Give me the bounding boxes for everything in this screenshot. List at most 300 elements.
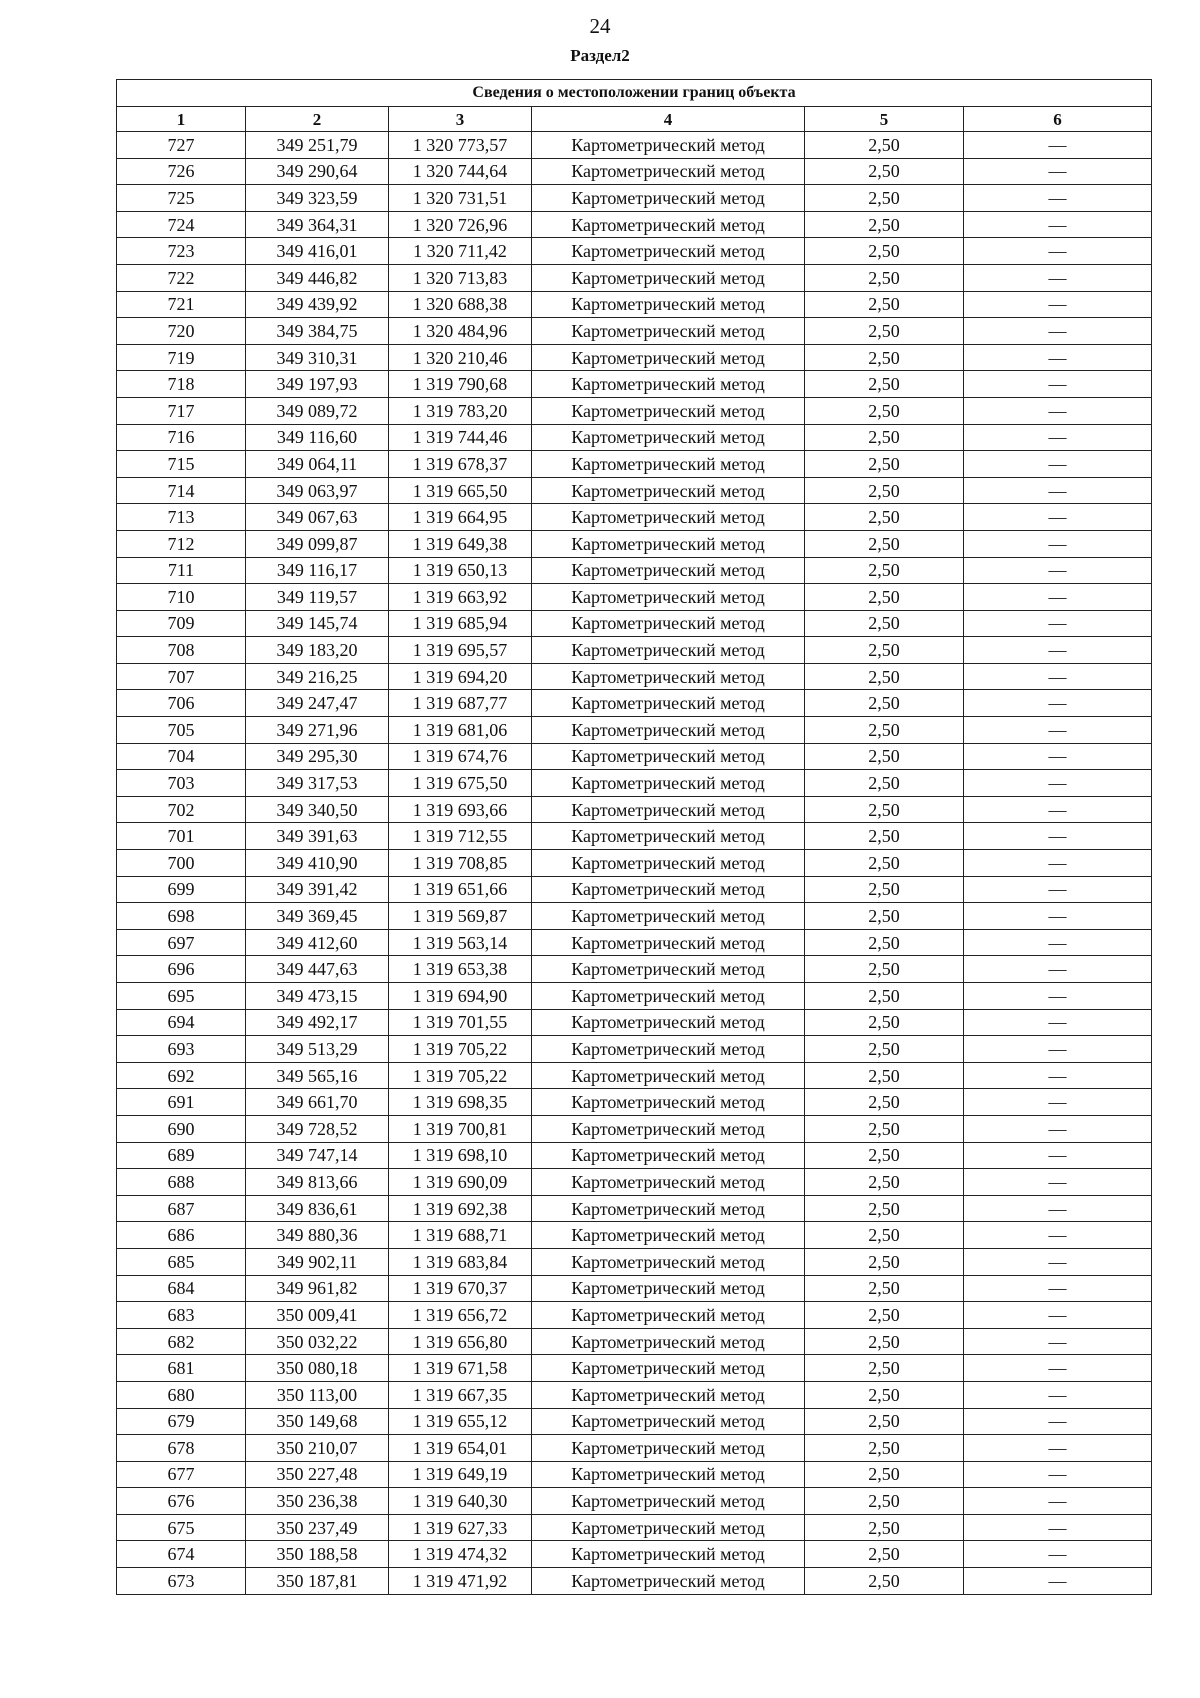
x-coordinate-cell: 349 251,79 [246,132,389,159]
table-row [117,743,1152,770]
point-number-cell: 675 [117,1514,246,1541]
x-coordinate-cell: 350 236,38 [246,1488,389,1515]
accuracy-cell: 2,50 [805,318,964,345]
accuracy-cell: 2,50 [805,1036,964,1063]
accuracy-cell: 2,50 [805,1275,964,1302]
table-row [117,1115,1152,1142]
method-cell: Картометрический метод [532,371,805,398]
table-row [117,637,1152,664]
accuracy-cell: 2,50 [805,344,964,371]
description-cell: — [964,1355,1152,1382]
x-coordinate-cell: 349 064,11 [246,451,389,478]
method-cell: Картометрический метод [532,238,805,265]
description-cell: — [964,424,1152,451]
method-cell: Картометрический метод [532,1195,805,1222]
accuracy-cell: 2,50 [805,211,964,238]
table-row [117,1541,1152,1568]
column-number: 3 [389,107,532,132]
method-cell: Картометрический метод [532,983,805,1010]
description-cell: — [964,397,1152,424]
accuracy-cell: 2,50 [805,956,964,983]
boundary-coordinates-table [116,79,1152,1595]
method-cell: Картометрический метод [532,158,805,185]
table-row [117,371,1152,398]
x-coordinate-cell: 350 188,58 [246,1541,389,1568]
point-number-cell: 708 [117,637,246,664]
method-cell: Картометрический метод [532,344,805,371]
x-coordinate-cell: 349 067,63 [246,504,389,531]
method-cell: Картометрический метод [532,291,805,318]
point-number-cell: 701 [117,823,246,850]
point-number-cell: 681 [117,1355,246,1382]
y-coordinate-cell: 1 320 713,83 [389,264,532,291]
description-cell: — [964,530,1152,557]
method-cell: Картометрический метод [532,1355,805,1382]
description-cell: — [964,584,1152,611]
x-coordinate-cell: 349 116,17 [246,557,389,584]
description-cell: — [964,1435,1152,1462]
table-row [117,1355,1152,1382]
page-number: 24 [589,14,611,38]
table-row [117,610,1152,637]
x-coordinate-cell: 349 310,31 [246,344,389,371]
table-row [117,717,1152,744]
description-cell: — [964,1222,1152,1249]
point-number-cell: 724 [117,211,246,238]
point-number-cell: 679 [117,1408,246,1435]
point-number-cell: 684 [117,1275,246,1302]
description-cell: — [964,371,1152,398]
accuracy-cell: 2,50 [805,663,964,690]
method-cell: Картометрический метод [532,424,805,451]
table-row [117,504,1152,531]
method-cell: Картометрический метод [532,1062,805,1089]
description-cell: — [964,344,1152,371]
accuracy-cell: 2,50 [805,158,964,185]
y-coordinate-cell: 1 319 705,22 [389,1036,532,1063]
accuracy-cell: 2,50 [805,371,964,398]
y-coordinate-cell: 1 319 678,37 [389,451,532,478]
table-row [117,663,1152,690]
point-number-cell: 693 [117,1036,246,1063]
description-cell: — [964,1461,1152,1488]
x-coordinate-cell: 349 391,42 [246,876,389,903]
description-cell: — [964,1089,1152,1116]
point-number-cell: 725 [117,185,246,212]
method-cell: Картометрический метод [532,397,805,424]
method-cell: Картометрический метод [532,1541,805,1568]
y-coordinate-cell: 1 319 683,84 [389,1248,532,1275]
y-coordinate-cell: 1 319 663,92 [389,584,532,611]
point-number-cell: 702 [117,796,246,823]
description-cell: — [964,1115,1152,1142]
y-coordinate-cell: 1 319 685,94 [389,610,532,637]
description-cell: — [964,1328,1152,1355]
y-coordinate-cell: 1 319 693,66 [389,796,532,823]
point-number-cell: 715 [117,451,246,478]
accuracy-cell: 2,50 [805,1222,964,1249]
method-cell: Картометрический метод [532,318,805,345]
point-number-cell: 713 [117,504,246,531]
x-coordinate-cell: 350 227,48 [246,1461,389,1488]
accuracy-cell: 2,50 [805,557,964,584]
accuracy-cell: 2,50 [805,717,964,744]
y-coordinate-cell: 1 319 569,87 [389,903,532,930]
method-cell: Картометрический метод [532,1568,805,1595]
method-cell: Картометрический метод [532,584,805,611]
y-coordinate-cell: 1 319 708,85 [389,850,532,877]
x-coordinate-cell: 349 439,92 [246,291,389,318]
accuracy-cell: 2,50 [805,690,964,717]
y-coordinate-cell: 1 319 744,46 [389,424,532,451]
point-number-cell: 727 [117,132,246,159]
method-cell: Картометрический метод [532,1302,805,1329]
accuracy-cell: 2,50 [805,424,964,451]
description-cell: — [964,1408,1152,1435]
y-coordinate-cell: 1 319 667,35 [389,1381,532,1408]
method-cell: Картометрический метод [532,1461,805,1488]
y-coordinate-cell: 1 319 563,14 [389,929,532,956]
accuracy-cell: 2,50 [805,983,964,1010]
point-number-cell: 722 [117,264,246,291]
description-cell: — [964,983,1152,1010]
y-coordinate-cell: 1 319 471,92 [389,1568,532,1595]
x-coordinate-cell: 349 513,29 [246,1036,389,1063]
description-cell: — [964,1381,1152,1408]
y-coordinate-cell: 1 319 670,37 [389,1275,532,1302]
table-row [117,1169,1152,1196]
method-cell: Картометрический метод [532,823,805,850]
table-row [117,690,1152,717]
table-row [117,1488,1152,1515]
accuracy-cell: 2,50 [805,770,964,797]
method-cell: Картометрический метод [532,1435,805,1462]
accuracy-cell: 2,50 [805,264,964,291]
table-row [117,1514,1152,1541]
x-coordinate-cell: 349 295,30 [246,743,389,770]
y-coordinate-cell: 1 320 726,96 [389,211,532,238]
accuracy-cell: 2,50 [805,1488,964,1515]
x-coordinate-cell: 349 880,36 [246,1222,389,1249]
x-coordinate-cell: 350 032,22 [246,1328,389,1355]
point-number-cell: 696 [117,956,246,983]
description-cell: — [964,1302,1152,1329]
table-row [117,876,1152,903]
x-coordinate-cell: 349 813,66 [246,1169,389,1196]
x-coordinate-cell: 349 565,16 [246,1062,389,1089]
description-cell: — [964,132,1152,159]
table-row [117,1302,1152,1329]
table-row [117,770,1152,797]
x-coordinate-cell: 349 412,60 [246,929,389,956]
y-coordinate-cell: 1 319 664,95 [389,504,532,531]
accuracy-cell: 2,50 [805,1435,964,1462]
x-coordinate-cell: 349 271,96 [246,717,389,744]
x-coordinate-cell: 349 447,63 [246,956,389,983]
point-number-cell: 691 [117,1089,246,1116]
accuracy-cell: 2,50 [805,823,964,850]
table-row [117,1275,1152,1302]
accuracy-cell: 2,50 [805,477,964,504]
method-cell: Картометрический метод [532,530,805,557]
table-row [117,1062,1152,1089]
point-number-cell: 682 [117,1328,246,1355]
accuracy-cell: 2,50 [805,903,964,930]
x-coordinate-cell: 349 446,82 [246,264,389,291]
point-number-cell: 685 [117,1248,246,1275]
accuracy-cell: 2,50 [805,1514,964,1541]
description-cell: — [964,1142,1152,1169]
point-number-cell: 673 [117,1568,246,1595]
accuracy-cell: 2,50 [805,1062,964,1089]
y-coordinate-cell: 1 319 712,55 [389,823,532,850]
table-row [117,477,1152,504]
point-number-cell: 692 [117,1062,246,1089]
x-coordinate-cell: 349 063,97 [246,477,389,504]
description-cell: — [964,1275,1152,1302]
description-cell: — [964,1568,1152,1595]
accuracy-cell: 2,50 [805,1009,964,1036]
accuracy-cell: 2,50 [805,929,964,956]
point-number-cell: 723 [117,238,246,265]
method-cell: Картометрический метод [532,690,805,717]
table-row [117,1089,1152,1116]
y-coordinate-cell: 1 319 705,22 [389,1062,532,1089]
point-number-cell: 674 [117,1541,246,1568]
x-coordinate-cell: 350 149,68 [246,1408,389,1435]
description-cell: — [964,1248,1152,1275]
accuracy-cell: 2,50 [805,530,964,557]
accuracy-cell: 2,50 [805,132,964,159]
table-row [117,850,1152,877]
x-coordinate-cell: 349 364,31 [246,211,389,238]
x-coordinate-cell: 349 391,63 [246,823,389,850]
table-row [117,344,1152,371]
method-cell: Картометрический метод [532,1142,805,1169]
column-number: 1 [117,107,246,132]
column-number-row [117,107,1152,132]
x-coordinate-cell: 349 902,11 [246,1248,389,1275]
method-cell: Картометрический метод [532,1115,805,1142]
table-row [117,823,1152,850]
y-coordinate-cell: 1 320 210,46 [389,344,532,371]
method-cell: Картометрический метод [532,451,805,478]
point-number-cell: 703 [117,770,246,797]
accuracy-cell: 2,50 [805,1169,964,1196]
y-coordinate-cell: 1 319 665,50 [389,477,532,504]
y-coordinate-cell: 1 319 674,76 [389,743,532,770]
y-coordinate-cell: 1 320 744,64 [389,158,532,185]
table-row [117,211,1152,238]
y-coordinate-cell: 1 319 687,77 [389,690,532,717]
point-number-cell: 714 [117,477,246,504]
table-row [117,158,1152,185]
accuracy-cell: 2,50 [805,796,964,823]
accuracy-cell: 2,50 [805,637,964,664]
description-cell: — [964,850,1152,877]
table-row [117,1195,1152,1222]
description-cell: — [964,903,1152,930]
point-number-cell: 704 [117,743,246,770]
point-number-cell: 726 [117,158,246,185]
point-number-cell: 683 [117,1302,246,1329]
method-cell: Картометрический метод [532,903,805,930]
description-cell: — [964,823,1152,850]
description-cell: — [964,504,1152,531]
description-cell: — [964,1195,1152,1222]
y-coordinate-cell: 1 319 649,38 [389,530,532,557]
x-coordinate-cell: 349 384,75 [246,318,389,345]
point-number-cell: 711 [117,557,246,584]
accuracy-cell: 2,50 [805,876,964,903]
y-coordinate-cell: 1 319 700,81 [389,1115,532,1142]
description-cell: — [964,557,1152,584]
y-coordinate-cell: 1 319 656,72 [389,1302,532,1329]
y-coordinate-cell: 1 320 711,42 [389,238,532,265]
table-row [117,903,1152,930]
point-number-cell: 717 [117,397,246,424]
method-cell: Картометрический метод [532,663,805,690]
y-coordinate-cell: 1 320 731,51 [389,185,532,212]
x-coordinate-cell: 349 290,64 [246,158,389,185]
method-cell: Картометрический метод [532,610,805,637]
table-row [117,291,1152,318]
x-coordinate-cell: 349 340,50 [246,796,389,823]
y-coordinate-cell: 1 319 783,20 [389,397,532,424]
description-cell: — [964,929,1152,956]
y-coordinate-cell: 1 319 649,19 [389,1461,532,1488]
description-cell: — [964,264,1152,291]
y-coordinate-cell: 1 319 701,55 [389,1009,532,1036]
table-row [117,1222,1152,1249]
x-coordinate-cell: 349 747,14 [246,1142,389,1169]
x-coordinate-cell: 350 009,41 [246,1302,389,1329]
point-number-cell: 720 [117,318,246,345]
accuracy-cell: 2,50 [805,291,964,318]
description-cell: — [964,1488,1152,1515]
table-row [117,796,1152,823]
description-cell: — [964,1062,1152,1089]
x-coordinate-cell: 349 416,01 [246,238,389,265]
method-cell: Картометрический метод [532,637,805,664]
point-number-cell: 697 [117,929,246,956]
accuracy-cell: 2,50 [805,1248,964,1275]
description-cell: — [964,610,1152,637]
accuracy-cell: 2,50 [805,1302,964,1329]
y-coordinate-cell: 1 319 653,38 [389,956,532,983]
description-cell: — [964,663,1152,690]
table-row [117,1142,1152,1169]
x-coordinate-cell: 349 728,52 [246,1115,389,1142]
accuracy-cell: 2,50 [805,1142,964,1169]
description-cell: — [964,1169,1152,1196]
table-row [117,185,1152,212]
point-number-cell: 686 [117,1222,246,1249]
point-number-cell: 709 [117,610,246,637]
x-coordinate-cell: 349 089,72 [246,397,389,424]
table-row [117,424,1152,451]
description-cell: — [964,451,1152,478]
table-row [117,238,1152,265]
x-coordinate-cell: 349 145,74 [246,610,389,637]
method-cell: Картометрический метод [532,956,805,983]
accuracy-cell: 2,50 [805,1568,964,1595]
section-title: Раздел2 [570,46,630,65]
description-cell: — [964,1514,1152,1541]
point-number-cell: 689 [117,1142,246,1169]
method-cell: Картометрический метод [532,1222,805,1249]
x-coordinate-cell: 349 183,20 [246,637,389,664]
point-number-cell: 694 [117,1009,246,1036]
table-caption-row [117,80,1152,107]
x-coordinate-cell: 350 080,18 [246,1355,389,1382]
description-cell: — [964,185,1152,212]
table-row [117,1009,1152,1036]
method-cell: Картометрический метод [532,1089,805,1116]
y-coordinate-cell: 1 319 694,90 [389,983,532,1010]
description-cell: — [964,770,1152,797]
accuracy-cell: 2,50 [805,451,964,478]
x-coordinate-cell: 349 247,47 [246,690,389,717]
accuracy-cell: 2,50 [805,1195,964,1222]
y-coordinate-cell: 1 319 790,68 [389,371,532,398]
method-cell: Картометрический метод [532,770,805,797]
method-cell: Картометрический метод [532,1036,805,1063]
method-cell: Картометрический метод [532,1488,805,1515]
point-number-cell: 718 [117,371,246,398]
description-cell: — [964,291,1152,318]
point-number-cell: 695 [117,983,246,1010]
y-coordinate-cell: 1 319 688,71 [389,1222,532,1249]
y-coordinate-cell: 1 319 650,13 [389,557,532,584]
method-cell: Картометрический метод [532,1514,805,1541]
method-cell: Картометрический метод [532,1248,805,1275]
column-number: 2 [246,107,389,132]
point-number-cell: 677 [117,1461,246,1488]
y-coordinate-cell: 1 319 681,06 [389,717,532,744]
point-number-cell: 706 [117,690,246,717]
method-cell: Картометрический метод [532,132,805,159]
method-cell: Картометрический метод [532,1328,805,1355]
table-row [117,451,1152,478]
method-cell: Картометрический метод [532,1169,805,1196]
description-cell: — [964,637,1152,664]
y-coordinate-cell: 1 319 474,32 [389,1541,532,1568]
method-cell: Картометрический метод [532,211,805,238]
table-row [117,318,1152,345]
accuracy-cell: 2,50 [805,1408,964,1435]
y-coordinate-cell: 1 320 773,57 [389,132,532,159]
accuracy-cell: 2,50 [805,584,964,611]
x-coordinate-cell: 350 113,00 [246,1381,389,1408]
point-number-cell: 721 [117,291,246,318]
method-cell: Картометрический метод [532,1275,805,1302]
y-coordinate-cell: 1 319 692,38 [389,1195,532,1222]
x-coordinate-cell: 349 836,61 [246,1195,389,1222]
table-row [117,584,1152,611]
table-row [117,1435,1152,1462]
point-number-cell: 690 [117,1115,246,1142]
method-cell: Картометрический метод [532,743,805,770]
accuracy-cell: 2,50 [805,397,964,424]
table-caption: Сведения о местоположении границ объекта [117,80,1152,107]
y-coordinate-cell: 1 319 627,33 [389,1514,532,1541]
y-coordinate-cell: 1 319 654,01 [389,1435,532,1462]
description-cell: — [964,211,1152,238]
point-number-cell: 698 [117,903,246,930]
method-cell: Картометрический метод [532,264,805,291]
point-number-cell: 699 [117,876,246,903]
